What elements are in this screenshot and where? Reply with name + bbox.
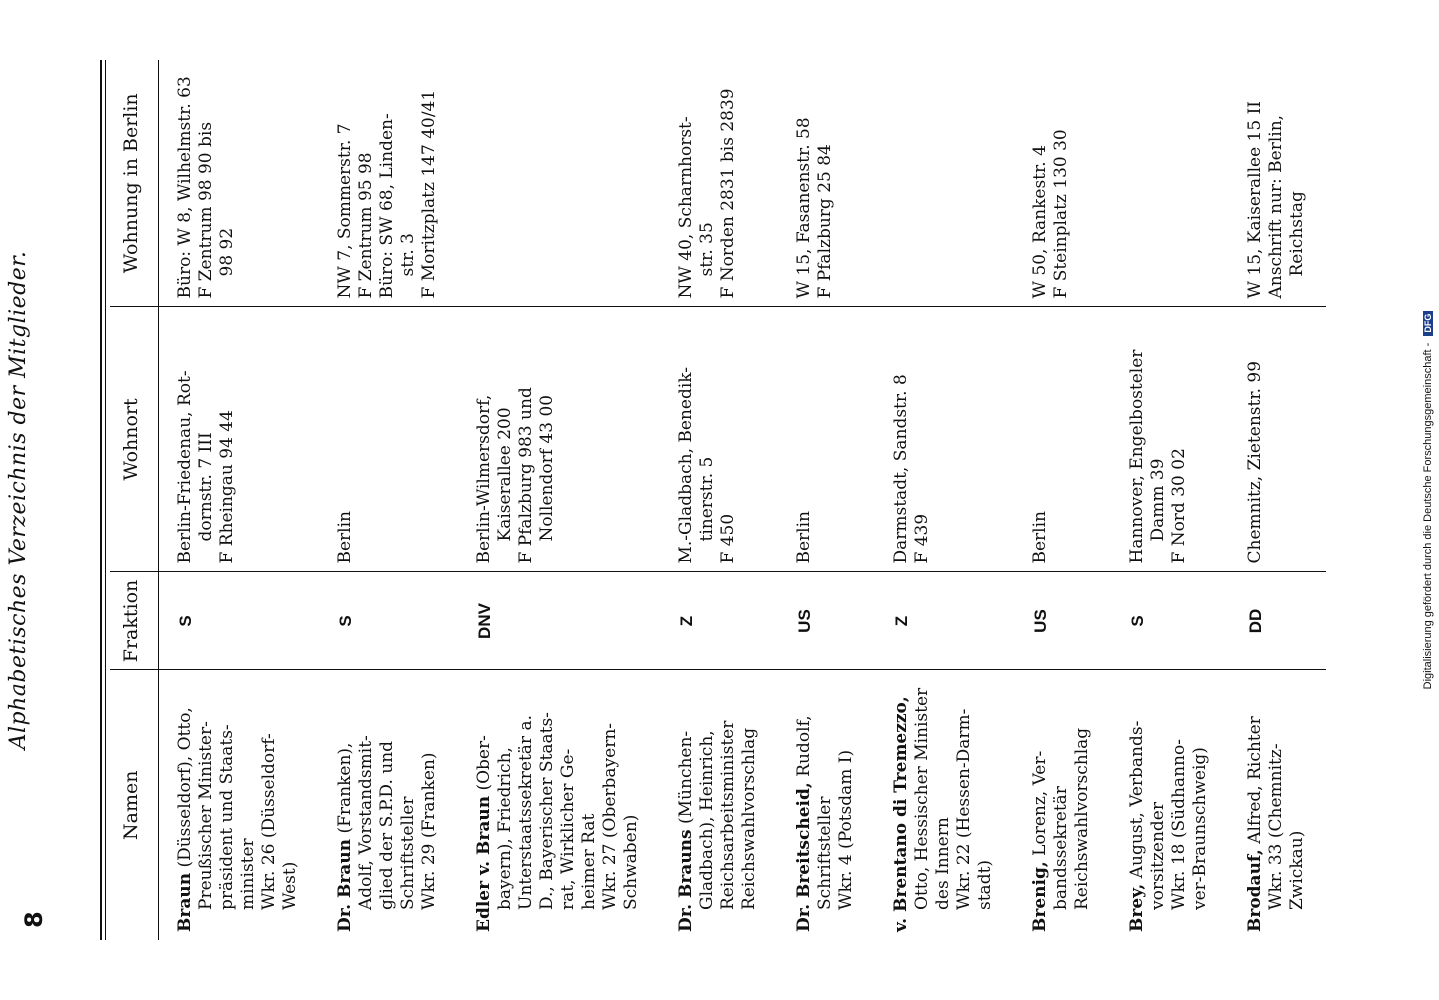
wohnort-line: tinerstr. 5 (697, 456, 717, 542)
cell-berlin (1014, 60, 1111, 307)
berlin-line: str. 35 (697, 222, 717, 277)
cell-wohnort (875, 307, 1014, 572)
berlin-line: Reichstag (1287, 191, 1307, 277)
table-row (319, 60, 458, 940)
berlin-line: Büro: SW 68, Linden- (377, 113, 397, 299)
member-detail: (Düsseldorf), Otto, (175, 707, 195, 868)
member-detail: Reichswahlvorschlag (1072, 727, 1092, 910)
page-title: Alphabetisches Verzeichnis der Mitglieder. (6, 250, 31, 750)
berlin-line: F Norden 2831 bis 2839 (718, 88, 738, 299)
wohnort-line: Damm 39 (1148, 458, 1168, 542)
berlin-line: F Zentrum 95 98 (356, 152, 376, 299)
member-name-line (175, 679, 196, 933)
cell-fraktion: US (778, 572, 875, 670)
member-detail: Preußischer Minister- (196, 721, 216, 910)
wohnort-line: Nollendorf 43 00 (537, 394, 557, 542)
wohnort-line: Berlin-Wilmersdorf, (474, 394, 494, 564)
table-row (660, 60, 778, 940)
member-detail: Otto, Hessischer Minister (912, 687, 932, 910)
wohnort-line: Berlin-Friedenau, Rot- (175, 370, 195, 564)
member-detail: Lorenz, Ver- (1030, 750, 1050, 856)
berlin-line: F Pfalzburg 25 84 (815, 144, 835, 299)
member-detail: Adolf, Vorstandsmit- (356, 735, 376, 910)
funding-sidenote (1418, 0, 1438, 1000)
berlin-line: F Steinplatz 130 30 (1051, 129, 1071, 299)
table-row (458, 60, 660, 940)
cell-berlin (875, 60, 1014, 307)
cell-fraktion: DD (1229, 572, 1326, 670)
cell-fraktion: US (1014, 572, 1111, 670)
member-name: Braun (175, 872, 195, 932)
member-detail: Wkr. 4 (Potsdam I) (836, 749, 856, 910)
wohnort-line: Kaiserallee 200 (495, 407, 515, 542)
member-detail: (Franken), (335, 742, 355, 834)
member-detail: Gladbach), Heinrich, (697, 730, 717, 910)
member-detail: Wkr. 18 (Südhanno- (1169, 739, 1189, 910)
member-detail: des Innern (933, 817, 953, 910)
member-detail: Wkr. 27 (Oberbayern- (600, 722, 620, 910)
member-name: Edler v. Braun (474, 795, 494, 932)
member-name: Brenig, (1030, 861, 1050, 932)
wohnort-line: F 450 (718, 513, 738, 564)
member-name-line (335, 679, 356, 933)
member-name: Dr. Braun (335, 838, 355, 932)
cell-wohnort (778, 307, 875, 572)
table-row (778, 60, 875, 940)
member-name-line (1127, 679, 1148, 933)
berlin-line: F Moritzplatz 147 40/41 (419, 89, 439, 299)
cell-name (1111, 670, 1229, 940)
header-wohnort: Wohnort (110, 307, 159, 572)
cell-name (319, 670, 458, 940)
page-number: 8 (20, 911, 48, 928)
member-detail: bandssekretär (1051, 786, 1071, 910)
member-detail: Wkr. 33 (Chemnitz- (1266, 743, 1286, 910)
berlin-line: W 15, Fasanenstr. 58 (794, 117, 814, 299)
header-berlin: Wohnung in Berlin (110, 60, 159, 307)
member-detail: (Ober- (474, 735, 494, 791)
table-header-row (110, 60, 159, 940)
berlin-line: W 50, Rankestr. 4 (1030, 145, 1050, 299)
cell-name (1229, 670, 1326, 940)
cell-berlin (660, 60, 778, 307)
berlin-line: W 15, Kaiserallee 15 II (1245, 100, 1265, 299)
cell-name (1014, 670, 1111, 940)
wohnort-line: Chemnitz, Zietenstr. 99 (1245, 360, 1265, 564)
wohnort-line: M.-Gladbach, Benedik- (676, 366, 696, 564)
member-name-line (1245, 679, 1266, 933)
cell-fraktion: S (1111, 572, 1229, 670)
member-detail: Schriftsteller (815, 796, 835, 910)
wohnort-line: F Pfalzburg 983 und (516, 387, 536, 564)
berlin-line: str. 3 (398, 233, 418, 277)
cell-berlin (319, 60, 458, 307)
member-detail: bayern), Friedrich, (495, 747, 515, 910)
member-detail: (München- (676, 730, 696, 824)
member-name: Brey, (1127, 883, 1147, 932)
cell-wohnort (1014, 307, 1111, 572)
member-name: Dr. Breitscheid, (794, 782, 814, 932)
berlin-line: F Zentrum 98 90 bis (196, 121, 216, 299)
member-detail: Wkr. 22 (Hessen-Darm- (954, 708, 974, 910)
cell-berlin (159, 60, 320, 307)
member-name: Dr. Brauns (676, 829, 696, 932)
member-detail: Rudolf, (794, 715, 814, 777)
header-fraktion: Fraktion (110, 572, 159, 670)
table-row (875, 60, 1014, 940)
member-detail: stadt) (975, 859, 995, 910)
wohnort-line: Darmstadt, Sandstr. 8 (891, 374, 911, 564)
member-detail: Reichswahlvorschlag (739, 727, 759, 910)
member-detail: ver-Braunschweig) (1190, 747, 1210, 910)
member-name-line (474, 679, 495, 933)
cell-fraktion: Z (660, 572, 778, 670)
member-detail: heimer Rat (579, 813, 599, 910)
member-name: v. Brentano di Tremezzo, (891, 696, 911, 932)
cell-wohnort (1111, 307, 1229, 572)
wohnort-line: F 439 (912, 513, 932, 564)
member-name-line (891, 679, 933, 933)
member-detail: minister (238, 838, 258, 910)
wohnort-line: F Rheingau 94 44 (217, 410, 237, 564)
cell-wohnort (159, 307, 320, 572)
top-rule (100, 60, 102, 940)
cell-fraktion: S (319, 572, 458, 670)
member-detail: Wkr. 29 (Franken) (419, 752, 439, 910)
berlin-line: Anschrift nur: Berlin, (1266, 114, 1286, 299)
berlin-line: NW 40, Scharnhorst- (676, 116, 696, 299)
member-detail: D., Bayerischer Staats- (537, 712, 557, 910)
table-row (1229, 60, 1326, 940)
member-detail: Alfred, Richter (1245, 716, 1265, 844)
cell-fraktion: S (159, 572, 320, 670)
cell-wohnort (660, 307, 778, 572)
dfg-logo: DFG (1423, 311, 1433, 336)
member-name-line (676, 679, 697, 933)
cell-wohnort (319, 307, 458, 572)
cell-wohnort (458, 307, 660, 572)
cell-name (159, 670, 320, 940)
members-table (110, 60, 1326, 940)
member-detail: Reichsarbeitsminister (718, 720, 738, 910)
berlin-line: 98 92 (217, 227, 237, 277)
table-row (1111, 60, 1229, 940)
member-detail: Zwickau) (1287, 830, 1307, 910)
header-name: Namen (110, 670, 159, 940)
table-row (159, 60, 320, 940)
cell-berlin (458, 60, 660, 307)
wohnort-line: Hannover, Engelbosteler (1127, 349, 1147, 564)
member-detail: August, Verbands- (1127, 720, 1147, 879)
member-detail: präsident und Staats- (217, 724, 237, 910)
wohnort-line: Berlin (335, 510, 355, 564)
wohnort-line: F Nord 30 02 (1169, 448, 1189, 564)
wohnort-line: dornstr. 7 III (196, 432, 216, 542)
cell-berlin (1111, 60, 1229, 307)
cell-name (875, 670, 1014, 940)
cell-wohnort (1229, 307, 1326, 572)
member-detail: glied der S.P.D. und (377, 740, 397, 910)
member-detail: rat, Wirklicher Ge- (558, 748, 578, 910)
member-name: Brodauf, (1245, 849, 1265, 932)
cell-name (458, 670, 660, 940)
cell-berlin (1229, 60, 1326, 307)
wohnort-line: Berlin (1030, 510, 1050, 564)
table-row (1014, 60, 1111, 940)
berlin-line: Büro: W 8, Wilhelmstr. 63 (175, 76, 195, 299)
member-name-line (1030, 679, 1051, 933)
member-detail: Wkr. 26 (Düsseldorf- (259, 733, 279, 910)
cell-fraktion: Z (875, 572, 1014, 670)
member-detail: Schriftsteller (398, 796, 418, 910)
cell-fraktion: DNV (458, 572, 660, 670)
cell-name (778, 670, 875, 940)
cell-name (660, 670, 778, 940)
member-detail: Unterstaatssekretär a. (516, 715, 536, 910)
member-detail: Schwaben) (621, 814, 641, 910)
wohnort-line: Berlin (794, 510, 814, 564)
berlin-line: NW 7, Sommerstr. 7 (335, 123, 355, 299)
member-detail: West) (280, 861, 300, 910)
member-detail: vorsitzender (1148, 802, 1168, 910)
funding-note-text: Digitalisierung gefördert durch die Deutsche Forschungsgemeinschaft - (1422, 342, 1434, 690)
member-name-line (794, 679, 815, 933)
top-rule-thin (105, 60, 106, 940)
cell-berlin (778, 60, 875, 307)
